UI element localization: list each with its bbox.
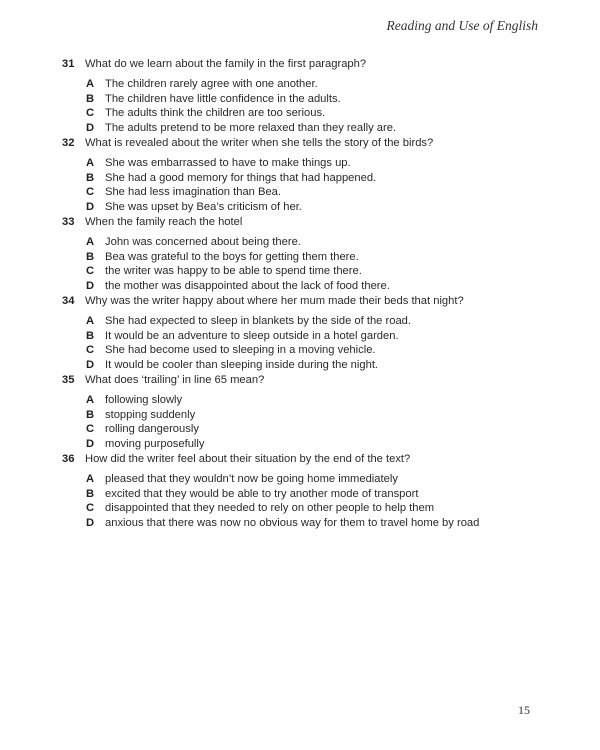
question-35: [62, 374, 562, 452]
option-text: the writer was happy to be able to spend time there.: [105, 265, 362, 277]
option-text: She was embarrassed to have to make things up.: [105, 157, 351, 169]
option-letter: D: [86, 121, 95, 134]
question-number: 35: [62, 374, 75, 386]
option-d: [86, 517, 562, 532]
option-c: [86, 423, 562, 438]
question-text: What does ‘trailing’ in line 65 mean?: [85, 374, 265, 386]
option-letter: A: [86, 394, 95, 406]
option-list: [86, 78, 562, 136]
option-letter: C: [86, 344, 95, 356]
option-b: [86, 330, 562, 345]
option-list: [86, 394, 562, 452]
option-letter: D: [86, 516, 95, 529]
option-letter: C: [86, 186, 95, 198]
option-text: She had a good memory for things that had happened.: [105, 171, 377, 184]
option-letter: C: [86, 502, 95, 514]
question-36: [62, 453, 562, 531]
option-letter: D: [86, 200, 95, 213]
question-text: What is revealed about the writer when she tells the story of the birds?: [85, 137, 434, 149]
option-b: [86, 409, 562, 424]
option-text: stopping suddenly: [105, 408, 196, 421]
option-a: [86, 157, 562, 172]
option-c: [86, 344, 562, 359]
question-number: 34: [62, 295, 75, 307]
question-31: [62, 58, 562, 136]
option-a: [86, 315, 562, 330]
option-a: [86, 236, 562, 251]
option-text: anxious that there was now no obvious way for them to travel home by road: [105, 516, 480, 529]
question-list: [62, 58, 562, 532]
option-d: [86, 438, 562, 453]
option-letter: A: [86, 473, 95, 485]
option-d: [86, 280, 562, 295]
option-letter: B: [86, 329, 95, 342]
option-b: [86, 172, 562, 187]
option-letter: D: [86, 358, 95, 371]
option-text: It would be cooler than sleeping inside during the night.: [105, 358, 379, 371]
option-text: The adults pretend to be more relaxed than they really are.: [105, 121, 397, 134]
question-text: When the family reach the hotel: [85, 216, 243, 228]
option-letter: C: [86, 107, 95, 119]
option-list: [86, 236, 562, 294]
option-c: [86, 186, 562, 201]
option-letter: B: [86, 487, 95, 500]
option-text: excited that they would be able to try another mode of transport: [105, 487, 419, 500]
option-text: She was upset by Bea’s criticism of her.: [105, 200, 302, 213]
option-text: the mother was disappointed about the lack of food there.: [105, 279, 390, 292]
option-letter: A: [86, 157, 95, 169]
option-letter: B: [86, 250, 95, 263]
option-text: She had become used to sleeping in a moving vehicle.: [105, 344, 376, 356]
option-text: disappointed that they needed to rely on other people to help them: [105, 502, 435, 514]
option-d: [86, 359, 562, 374]
option-b: [86, 488, 562, 503]
option-a: [86, 394, 562, 409]
option-c: [86, 265, 562, 280]
option-text: Bea was grateful to the boys for getting them there.: [105, 250, 359, 263]
option-text: rolling dangerously: [105, 423, 199, 435]
option-c: [86, 502, 562, 517]
option-text: The adults think the children are too serious.: [105, 107, 326, 119]
question-number: 32: [62, 137, 75, 149]
option-letter: D: [86, 279, 95, 292]
option-text: She had expected to sleep in blankets by the side of the road.: [105, 315, 412, 327]
page-number: 15: [518, 703, 530, 717]
option-letter: C: [86, 423, 95, 435]
option-letter: D: [86, 437, 95, 450]
question-32: [62, 137, 562, 215]
option-a: [86, 473, 562, 488]
option-b: [86, 251, 562, 266]
running-head: Reading and Use of English: [386, 18, 538, 33]
question-33: [62, 216, 562, 294]
option-letter: A: [86, 236, 95, 248]
option-letter: A: [86, 315, 95, 327]
question-number: 33: [62, 216, 75, 228]
option-text: She had less imagination than Bea.: [105, 186, 282, 198]
option-list: [86, 473, 562, 531]
option-letter: B: [86, 92, 95, 105]
option-b: [86, 93, 562, 108]
option-d: [86, 201, 562, 216]
option-letter: C: [86, 265, 95, 277]
option-text: moving purposefully: [105, 437, 205, 450]
option-a: [86, 78, 562, 93]
question-number: 36: [62, 453, 75, 465]
option-c: [86, 107, 562, 122]
option-text: It would be an adventure to sleep outside in a hotel garden.: [105, 329, 399, 342]
question-34: [62, 295, 562, 373]
option-letter: B: [86, 171, 95, 184]
question-text: What do we learn about the family in the first paragraph?: [85, 58, 367, 70]
option-list: [86, 157, 562, 215]
option-letter: B: [86, 408, 95, 421]
question-text: Why was the writer happy about where her mum made their beds that night?: [85, 295, 464, 307]
question-text: How did the writer feel about their situation by the end of the text?: [85, 453, 411, 465]
option-text: The children rarely agree with one another.: [105, 78, 318, 90]
option-letter: A: [86, 78, 95, 90]
option-text: following slowly: [105, 394, 183, 406]
option-text: John was concerned about being there.: [105, 236, 301, 248]
option-text: The children have little confidence in the adults.: [105, 92, 341, 105]
option-text: pleased that they wouldn’t now be going home immediately: [105, 473, 398, 485]
question-number: 31: [62, 58, 75, 70]
option-list: [86, 315, 562, 373]
option-d: [86, 122, 562, 137]
